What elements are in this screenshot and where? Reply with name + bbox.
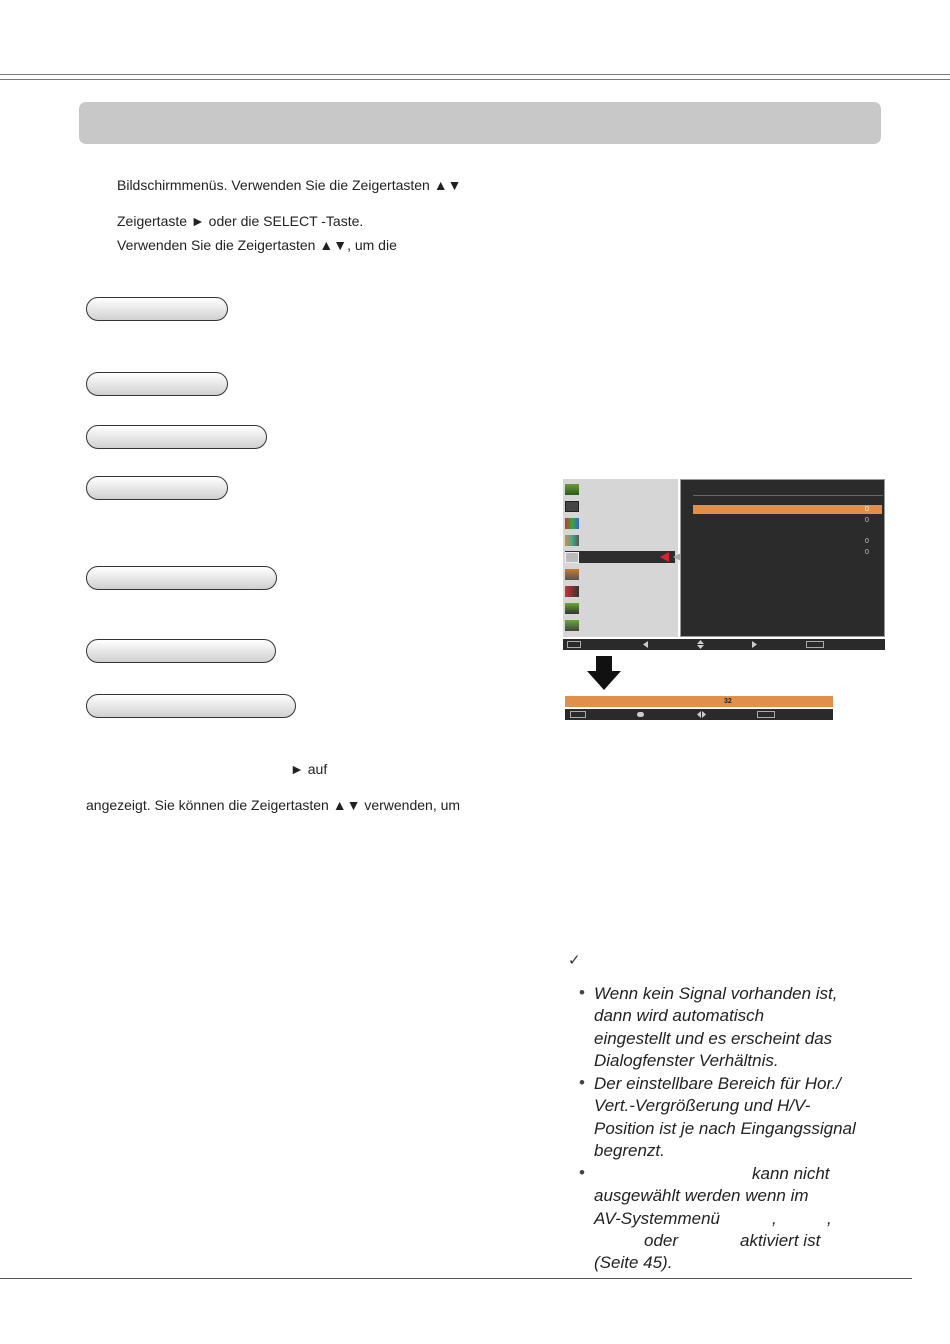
note-line-13: aktiviert ist [740,1231,821,1250]
submenu-value-3: 0 [865,538,869,545]
osd-submenu-panel [680,479,885,637]
note-line-3: eingestellt und es erscheint das [594,1029,833,1048]
note-line-12: oder [644,1231,679,1250]
note-line-5: Der einstellbare Bereich für Hor./ [594,1074,841,1093]
settings-icon [565,569,579,580]
submenu-value-4: 0 [865,549,869,556]
color-icon [565,518,579,529]
updown-arrow-icon [697,640,704,649]
submenu-value-1: 0 [865,506,869,513]
note-bullet-1: • [579,983,585,1002]
note-line-1: Wenn kein Signal vorhanden ist, [594,984,838,1003]
info-icon [565,603,579,614]
note-check-icon: ✓ [568,952,581,969]
right-arrow-icon [752,641,758,648]
menu-item-pill-4 [86,476,228,500]
top-rule [0,74,950,75]
select-key-icon [806,641,824,648]
intro-line-3: Verwenden Sie die Zeigertasten ▲▼, um die [117,237,397,253]
note-bullet-2: • [579,1073,585,1092]
note-comma-1: , [772,1209,777,1228]
intro-line-2: Zeigertaste ► oder die SELECT -Taste. [117,213,364,229]
monitor-icon [565,501,579,512]
menu-key-icon-2 [570,711,586,718]
auf-text: ► auf [290,761,328,777]
adjust-value: 32 [724,698,732,705]
expand-icon [565,586,579,597]
note-comma-2: , [827,1209,832,1228]
network-icon [565,620,579,631]
menu-item-pill-5 [86,566,277,590]
note-line-2: dann wird automatisch [594,1006,765,1025]
menu-item-pill-6 [86,639,276,663]
image-icon [565,535,579,546]
note-bullet-3: • [579,1163,585,1182]
submenu-divider [693,495,883,496]
intro-line-1: Bildschirmmenüs. Verwenden Sie die Zeigertasten ▲▼ [117,177,462,193]
note-line-10: ausgewählt werden wenn im [594,1186,809,1205]
leftright-arrow-icon [697,711,706,718]
top-rule-secondary [0,79,950,80]
note-line-6: Vert.-Vergrößerung und H/V- [594,1096,811,1115]
submenu-highlight-row [693,505,882,514]
note-line-9: kann nicht [752,1164,830,1183]
power-icon [565,484,579,495]
note-line-4: Dialogfenster Verhältnis. [594,1051,779,1070]
bottom-rule [0,1278,912,1279]
screen-icon [565,552,579,563]
select-key-icon-2 [757,711,775,718]
menu-key-icon [567,641,581,648]
note-line-8: begrenzt. [594,1141,665,1160]
selection-arrow-icon [658,551,670,563]
adjust-value-bar [565,696,833,707]
down-arrow-icon [587,656,621,690]
menu-item-pill-2 [86,372,228,396]
section-title-bar [79,102,881,144]
osd-status-bar [563,639,885,650]
menu-item-pill-3 [86,425,267,449]
menu-item-pill-1 [86,297,228,321]
submenu-value-2: 0 [865,517,869,524]
note-line-14: (Seite 45). [594,1253,673,1272]
angezeigt-text: angezeigt. Sie können die Zeigertasten ▲▼ verwenden, um [86,797,461,813]
menu-item-pill-7 [86,694,296,718]
updown-key-icon [637,712,644,717]
left-arrow-icon [643,641,649,648]
note-line-11: AV-Systemmenü [594,1209,720,1228]
note-line-7: Position ist je nach Eingangssignal [594,1119,856,1138]
